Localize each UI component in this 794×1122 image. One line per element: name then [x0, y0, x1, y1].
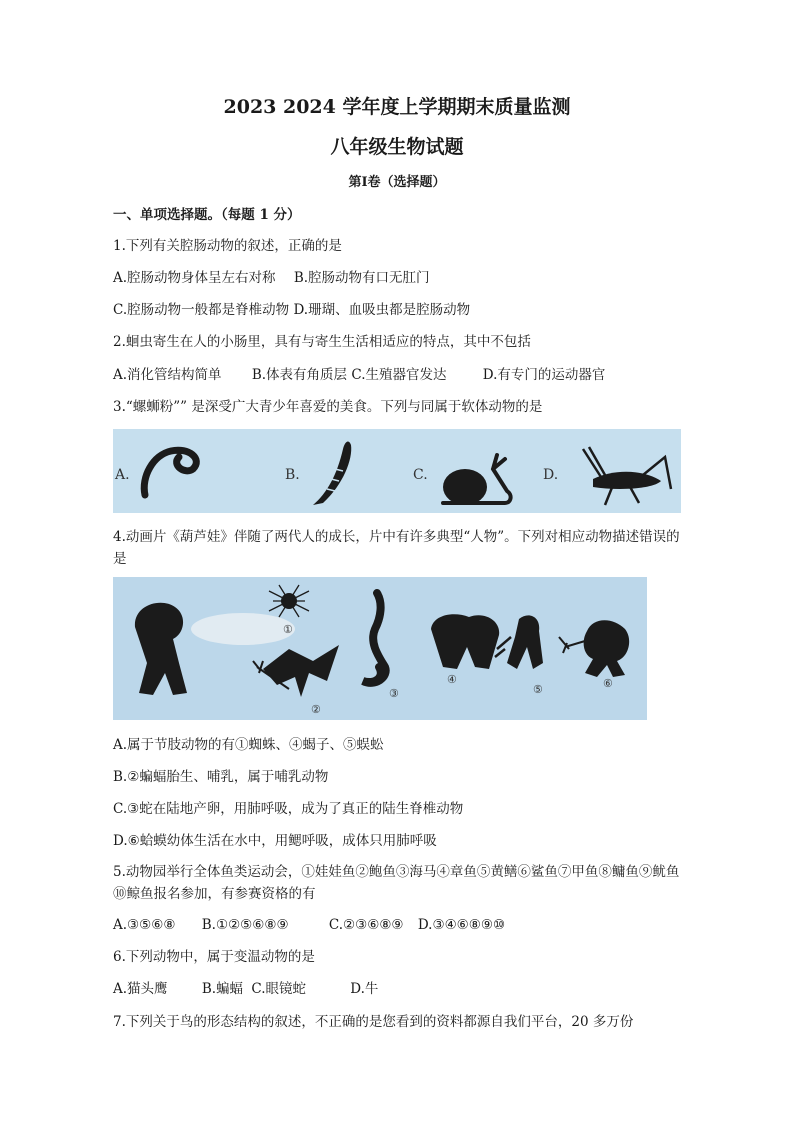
question-2-option-b: B.体表有角质层 [251, 367, 348, 383]
exam-subtitle: 八年级生物试题 [330, 136, 464, 158]
question-6-option-d: D.牛 [350, 981, 379, 997]
question-4-option-c: C.③蛇在陆地产卵，用肺呼吸，成为了真正的陆生脊椎动物 [113, 801, 464, 817]
toad-trident-drawing [559, 637, 585, 653]
question-4-option-a: A.属于节肢动物的有①蜘蛛、④蝎子、⑤蜈蚣 [113, 737, 384, 753]
question-5-stem: 5.动物园举行全体鱼类运动会，①娃娃鱼②鲍鱼③海马④章鱼⑤黄鳝⑥鲨鱼⑦甲鱼⑧鳙鱼⑨鱿鱼⑩鲸鱼报名参加，有参赛资格的有 [113, 864, 680, 902]
beam-drawing [191, 613, 295, 645]
figure-label-a: A. [115, 467, 130, 483]
question-7-stem: 7.下列关于鸟的形态结构的叙述，不正确的是您看到的资料都源自我们平台，20 多万份 [113, 1014, 634, 1030]
volume-label: 第Ⅰ卷（选择题） [348, 175, 446, 190]
question-2-option-d: D.有专门的运动器官 [482, 367, 606, 383]
question-4-stem: 4.动画片《葫芦娃》伴随了两代人的成长，片中有许多典型“人物”。下列对相应动物描述错误的是 [113, 529, 680, 567]
worm-drawing [144, 450, 196, 495]
scorpion-demon-drawing [431, 614, 499, 669]
leech-drawing [313, 442, 351, 505]
spider-web-drawing [269, 585, 309, 617]
question-6-options [113, 979, 378, 999]
question-5-option-a: A.③⑤⑥⑧ [113, 917, 176, 933]
figure-label-b: B. [285, 467, 300, 483]
question-6-option-c: C.眼镜蛇 [251, 981, 306, 997]
snail-shell-drawing [443, 469, 487, 505]
bat-demon-drawing [263, 645, 339, 697]
snake-demon-drawing [363, 593, 386, 683]
question-2-stem: 2.蛔虫寄生在人的小肠里，具有与寄生生活相适应的特点，其中不包括 [113, 334, 531, 350]
question-5-option-c: C.②③⑥⑧⑨ [328, 917, 404, 933]
figure-marker-4: ④ [447, 673, 457, 686]
question-4-figure [113, 577, 647, 720]
figure-marker-3: ③ [389, 687, 399, 700]
question-1-option-d: D.珊瑚、血吸虫都是腔肠动物 [293, 302, 471, 318]
question-1-options-row-2 [113, 300, 470, 320]
figure-marker-6: ⑥ [603, 677, 613, 690]
question-2-option-c: C.生殖器官发达 [351, 367, 447, 383]
figure-label-d: D. [543, 467, 559, 483]
question-1-option-b: B.腔肠动物有口无肛门 [293, 270, 430, 286]
exam-title: 2023 2024 学年度上学期期末质量监测 [223, 96, 571, 118]
question-2-option-a: A.消化管结构简单 [113, 367, 222, 383]
toad-demon-drawing [584, 620, 630, 677]
figure-marker-1: ① [283, 623, 293, 636]
figure-marker-2: ② [311, 703, 321, 716]
question-5-option-b: B.①②⑤⑥⑧⑨ [201, 917, 289, 933]
question-6-option-a: A.猫头鹰 [113, 981, 168, 997]
figure-marker-5: ⑤ [533, 683, 543, 696]
question-1-option-a: A.腔肠动物身体呈左右对称 [113, 270, 276, 286]
question-1-options-row-1 [113, 268, 430, 288]
question-5-option-d: D.③④⑥⑧⑨⑩ [417, 917, 506, 933]
question-3-stem: 3.“螺蛳粉”” 是深受广大青少年喜爱的美食。下列与同属于软体动物的是 [113, 399, 543, 415]
centipede-demon-drawing [507, 615, 543, 669]
section-heading: 一、单项选择题。（每题 1 分） [113, 207, 301, 223]
question-6-stem: 6.下列动物中，属于变温动物的是 [113, 949, 315, 965]
question-5-options [113, 915, 505, 935]
question-4-option-d: D.⑥蛤蟆幼体生活在水中，用鳃呼吸，成体只用肺呼吸 [113, 833, 437, 849]
question-6-option-b: B.蝙蝠 [201, 981, 244, 997]
question-2-options [113, 365, 605, 385]
calabash-brothers-illustration [113, 577, 647, 720]
question-1-stem: 1.下列有关腔肠动物的叙述，正确的是 [113, 238, 342, 254]
question-1-option-c: C.腔肠动物一般都是脊椎动物 [113, 302, 290, 318]
mollusc-options-illustration [113, 429, 681, 513]
figure-label-c: C. [413, 467, 428, 483]
question-3-figure [113, 429, 681, 513]
question-4-option-b: B.②蝙蝠胎生、哺乳，属于哺乳动物 [113, 769, 329, 785]
calabash-boy-drawing [135, 603, 187, 695]
